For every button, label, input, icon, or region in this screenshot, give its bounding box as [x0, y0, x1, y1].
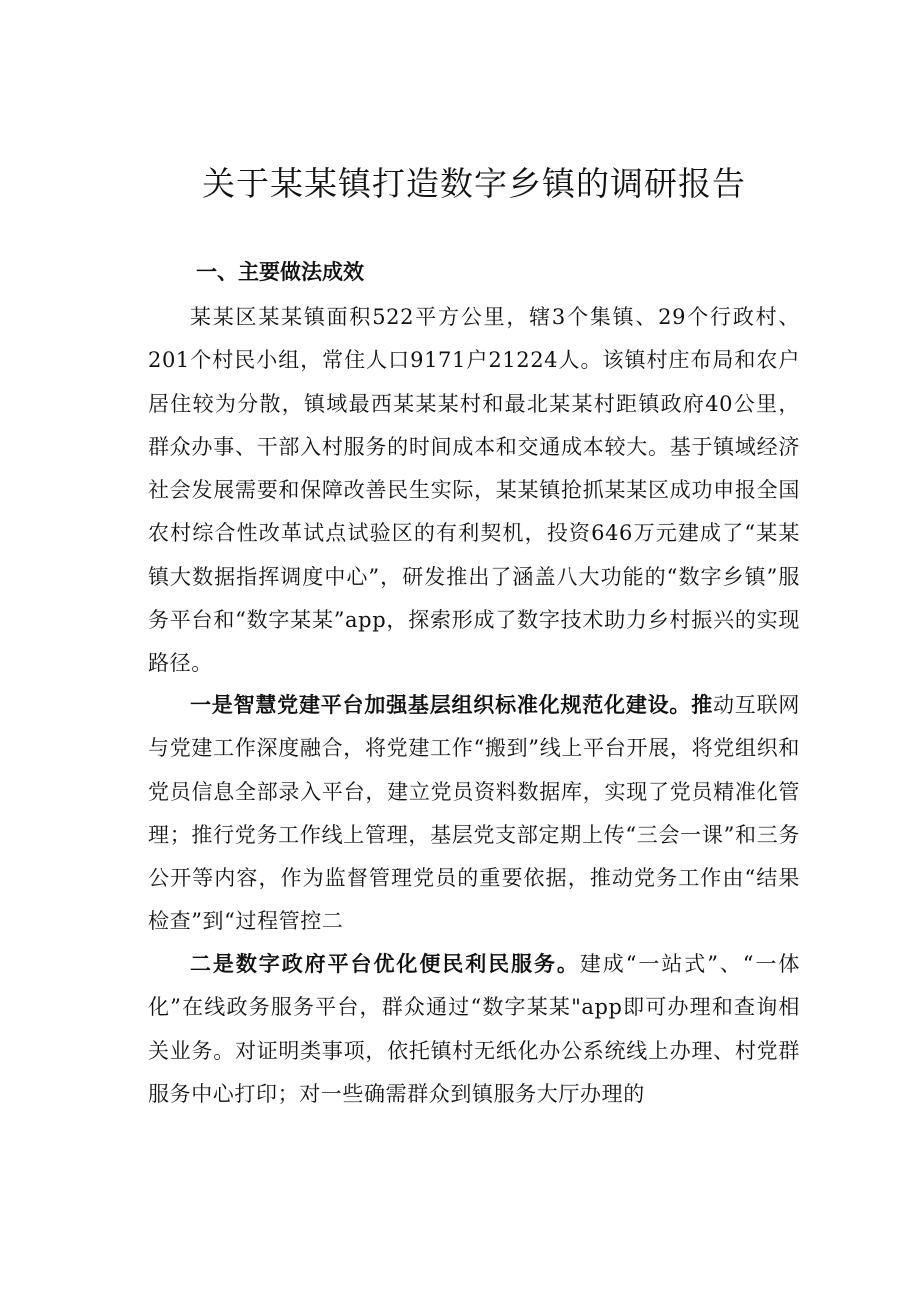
- paragraph-text: 建成“一站式”、“一体化”在线政务服务平台，群众通过“数字某某"app即可办理和查询相关业务。对证明类事项，依托镇村无纸化办公系统线上办理、村党群服务中心打印；对一些确需群众到镇服务大厅办理的: [148, 952, 800, 1106]
- paragraph-lead: 一是智慧党建平台加强基层组织标准化规范化建设。推: [190, 693, 714, 717]
- paragraph-lead: 二是数字政府平台优化便民利民服务。: [190, 952, 580, 976]
- body-paragraph: [148, 943, 800, 1116]
- paragraph-text: 动互联网与党建工作深度融合，将党建工作“搬到”线上平台开展，将党组织和党员信息全部录入平台，建立党员资料数据库，实现了党员精准化管理；推行党务工作线上管理，基层党支部定期上传“三会一课”和三务公开等内容，作为监督管理党员的重要依据，推动党务工作由“结果检查”到“过程管控二: [148, 693, 800, 934]
- paragraph-text: 某某区某某镇面积522平方公里，辖3个集镇、29个行政村、201个村民小组，常住人口9171户21224人。该镇村庄布局和农户居住较为分散，镇域最西某某某村和最北某某村距镇政府40公里，群众办事、干部入村服务的时间成本和交通成本较大。基于镇域经济社会发展需要和保障改善民生实际，某某镇抢抓某某区成功申报全国农村综合性改革试点试验区的有利契机，投资646万元建成了“某某镇大数据指挥调度中心”，研发推出了涵盖八大功能的“数字乡镇”服务平台和“数字某某”app，探索形成了数字技术助力乡村振兴的实现路径。: [148, 305, 800, 676]
- body-paragraph: [148, 296, 800, 686]
- body-paragraph: [148, 684, 800, 944]
- section-heading: 一、主要做法成效: [196, 260, 364, 284]
- document-title: 关于某某镇打造数字乡镇的调研报告: [202, 164, 746, 203]
